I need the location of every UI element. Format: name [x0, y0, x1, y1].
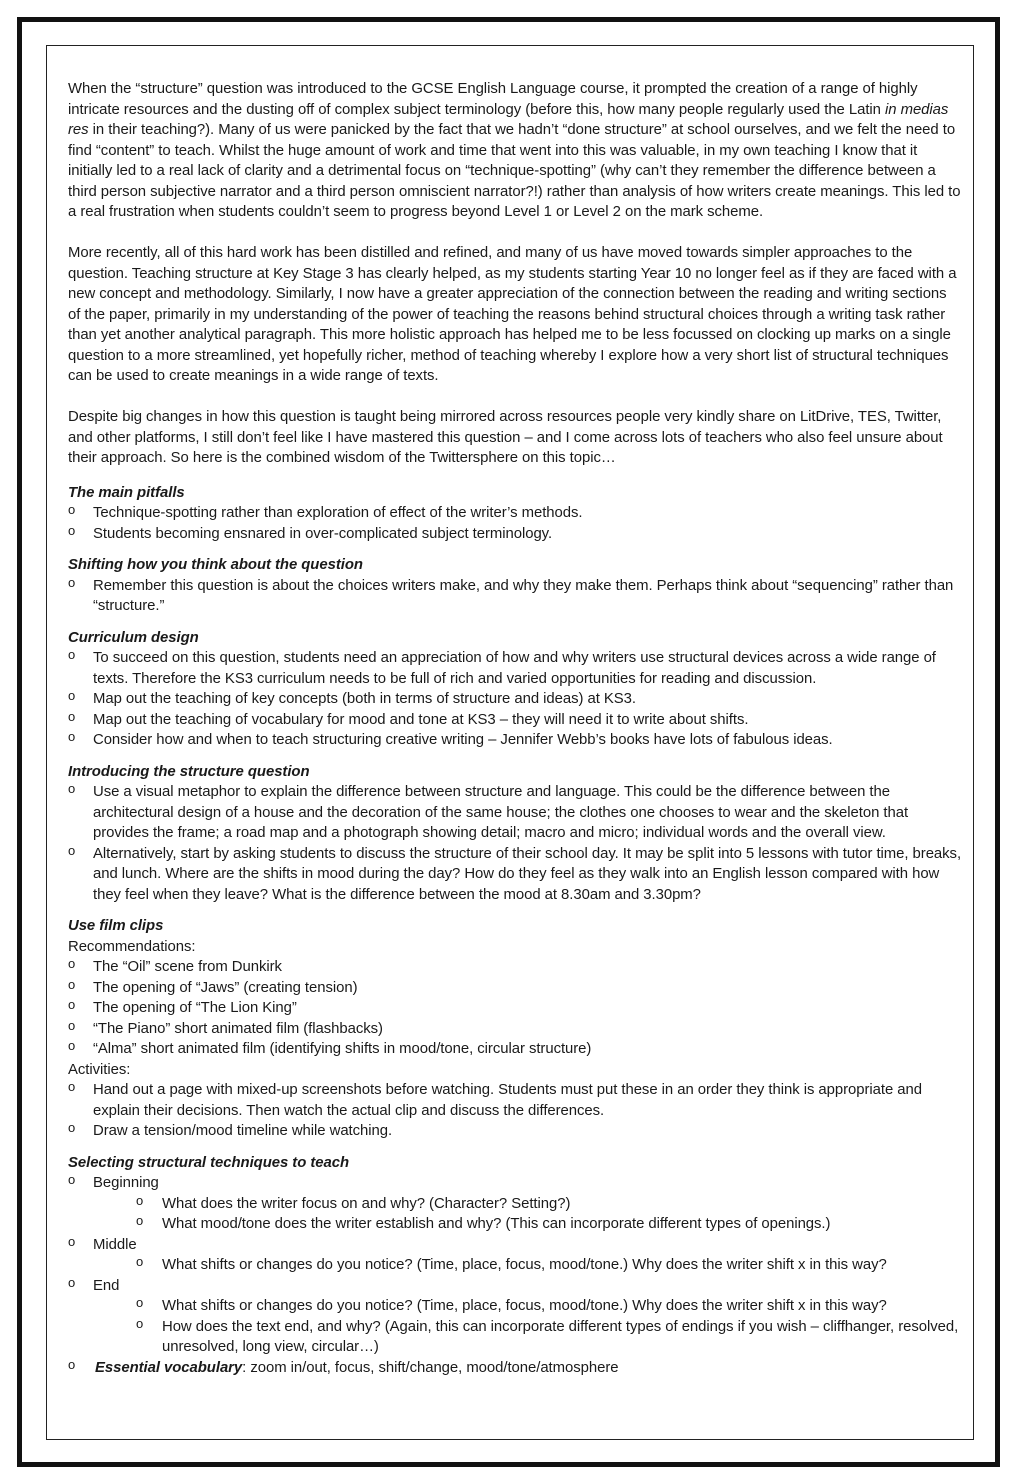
bullet-icon: o: [68, 781, 76, 796]
list-item: o Map out the teaching of key concepts (both in terms of structure and ideas) at KS3.: [68, 688, 636, 707]
list-item: o Consider how and when to teach structuring creative writing – Jennifer Webb’s books have lots of fabulous ideas.: [68, 729, 833, 748]
intro-paragraph-2: More recently, all of this hard work has been distilled and refined, and many of us have moved towards simpler approaches to the question. Teaching structure at Key Stage 3 has clearly helped, as my students starting Year 10 no longer feel as if they are faced with a new concept and methodology. Similarly, I now have a greater appreciation of the connection between the reading and writing sections of the paper, primarily in my understanding of the power of teaching the reasons behind structural choices through a writing task rather than yet another analytical paragraph. This more holistic approach has helped me to be less focussed on clocking up marks on a single question to a more streamlined, yet hopefully richer, method of teaching whereby I explore how a very short list of structural techniques can be used to create meanings in a wide range of texts.: [68, 245, 957, 384]
bullet-list: [68, 576, 962, 617]
bullet-icon: o: [68, 997, 76, 1012]
bullet-icon: o: [68, 1172, 76, 1187]
list-item-middle: o Middle: [68, 1233, 137, 1253]
intro-paragraph-3: Despite big changes in how this question is taught being mirrored across resources people very kindly share on LitDrive, TES, Twitter, and other platforms, I still don’t feel like I have mastered this question – and I come across lots of teachers who also feel unsure about their approach. So here is the combined wisdom of the Twittersphere on this topic…: [68, 409, 943, 466]
bullet-icon: o: [68, 1233, 76, 1249]
list-item: o What shifts or changes do you notice? (Time, place, focus, mood/tone.) Why does the writer shift x in this way?: [136, 1254, 887, 1273]
bullet-icon: o: [68, 708, 76, 724]
section-heading: The main pitfalls: [68, 484, 185, 501]
list-item: o What does the writer focus on and why? (Character? Setting?): [136, 1192, 571, 1212]
bullet-icon: o: [68, 1274, 76, 1290]
list-item: o Alternatively, start by asking students to discuss the structure of their school day. It may be split into 5 lessons with tutor time, breaks, and lunch. Where are the shifts in mood during the day? How do they feel as they walk into an English lesson compared with how they feel when they leave? What is the difference between the mood at 8.30am and 3.30pm?: [68, 842, 962, 903]
intro-paragraph-1: When the “structure” question was introduced to the GCSE English Language course, it prompted the creation of a range of highly intricate resources and the dusting off of complex subject terminology (before this, how many people regularly used the Latin in medias res in their teaching?). Many of us were panicked by the fact that we hadn’t “done structure” at school ourselves, and we felt the need to find “content” to teach. Whilst the huge amount of work and time that went into this was valuable, in my own teaching I know that it initially led to a real lack of clarity and a detrimental focus on “technique-spotting” (why can’t they remember the difference between a third person subjective narrator and a third person omniscient narrator?!) rather than analysis of how writers create meanings. This led to a real frustration when students couldn’t seem to progress beyond Level 1 or Level 2 on the mark scheme.: [68, 81, 961, 220]
bullet-icon: o: [136, 1295, 144, 1310]
section-heading: Selecting structural techniques to teach: [68, 1154, 349, 1171]
bullet-list: [68, 782, 962, 905]
list-item: o Draw a tension/mood timeline while watching.: [68, 1120, 393, 1139]
list-item: o To succeed on this question, students need an appreciation of how and why writers use structural devices across a wide range of texts. Therefore the KS3 curriculum needs to be full of rich and varied opportunities for reading and discussion.: [68, 647, 936, 687]
section-introducing: [68, 762, 962, 906]
list-item: o The opening of “Jaws” (creating tension): [68, 976, 358, 996]
latin-phrase: in medias res: [68, 101, 949, 138]
list-item: o Map out the teaching of vocabulary for mood and tone at KS3 – they will need it to write about shifts.: [68, 708, 749, 728]
bullet-icon: o: [68, 688, 76, 703]
bullet-icon: o: [136, 1192, 144, 1208]
bullet-icon: o: [68, 1079, 76, 1094]
bullet-icon: o: [68, 1017, 76, 1033]
section-shifting: [68, 555, 962, 617]
bullet-icon: o: [136, 1254, 144, 1269]
bullet-list: [68, 957, 962, 1060]
bullet-icon: o: [68, 976, 76, 992]
list-item: o Hand out a page with mixed-up screenshots before watching. Students must put these in an order they think is appropriate and explain their decisions. Then watch the actual clip and discuss the differences.: [68, 1079, 923, 1119]
list-item-vocabulary: [68, 1358, 962, 1379]
sub-bullet-list: [68, 1296, 962, 1358]
bullet-icon: o: [68, 1356, 76, 1372]
list-item-end: o End: [68, 1274, 120, 1294]
bullet-icon: o: [68, 956, 76, 971]
section-curriculum: [68, 628, 962, 751]
bullet-list: [68, 1235, 962, 1256]
bullet-list: [68, 1173, 962, 1194]
section-heading: Shifting how you think about the question: [68, 557, 363, 573]
list-item: o “The Piano” short animated film (flashbacks): [68, 1017, 383, 1037]
list-item: o Remember this question is about the choices writers make, and why they make them. Perhaps think about “sequencing” rather than “structure.”: [68, 574, 954, 614]
bullet-list: [68, 1358, 962, 1379]
recommendations-label: Recommendations:: [68, 938, 196, 955]
page-border-inner: [46, 45, 974, 1440]
bullet-icon: o: [68, 522, 76, 538]
bullet-list: [68, 503, 962, 544]
list-item: o “Alma” short animated film (identifying shifts in mood/tone, circular structure): [68, 1038, 592, 1057]
list-item-beginning: o Beginning: [68, 1172, 159, 1191]
bullet-icon: o: [68, 502, 76, 517]
bullet-icon: o: [68, 1038, 76, 1053]
bullet-list: [68, 1080, 962, 1142]
page-border-outer: [17, 17, 1000, 1467]
bullet-icon: o: [136, 1315, 144, 1331]
section-pitfalls: [68, 483, 962, 545]
list-item: o How does the text end, and why? (Again, this can incorporate different types of endings if you wish – cliffhanger, resolved, unresolved, long view, circular…): [136, 1315, 959, 1355]
vocabulary-label: Essential vocabulary: [95, 1359, 243, 1376]
list-item: o The opening of “The Lion King”: [68, 997, 297, 1016]
sub-bullet-list: [68, 1194, 962, 1235]
activities-label: Activities:: [68, 1061, 131, 1078]
list-item: o What shifts or changes do you notice? (Time, place, focus, mood/tone.) Why does the writer shift x in this way?: [136, 1295, 887, 1314]
bullet-list: [68, 648, 962, 751]
vocabulary-text: : zoom in/out, focus, shift/change, mood/tone/atmosphere: [242, 1359, 619, 1376]
bullet-icon: o: [136, 1213, 144, 1228]
bullet-icon: o: [68, 647, 76, 662]
section-selecting-techniques: [68, 1153, 962, 1379]
bullet-icon: o: [68, 842, 76, 858]
list-item: o Students becoming ensnared in over-complicated subject terminology.: [68, 522, 553, 542]
section-film-clips: [68, 916, 962, 1142]
list-item: o Technique-spotting rather than exploration of effect of the writer’s methods.: [68, 502, 583, 521]
section-heading: Introducing the structure question: [68, 763, 310, 780]
sub-bullet-list: [68, 1255, 962, 1276]
bullet-list: [68, 1276, 962, 1297]
bullet-icon: o: [68, 574, 76, 590]
list-item: o What mood/tone does the writer establish and why? (This can incorporate different types of openings.): [136, 1213, 831, 1232]
section-heading: Use film clips: [68, 918, 164, 934]
list-item: o Use a visual metaphor to explain the difference between structure and language. This could be the difference between the architectural design of a house and the decoration of the same house; the clothes one chooses to wear and the skeleton that provides the frame; a road map and a photograph showing detail; macro and micro; individual words and the overall view.: [68, 781, 909, 841]
bullet-icon: o: [68, 1120, 76, 1135]
document-body: [68, 79, 962, 1378]
bullet-icon: o: [68, 729, 76, 744]
section-heading: Curriculum design: [68, 629, 199, 646]
list-item: o The “Oil” scene from Dunkirk: [68, 956, 282, 975]
